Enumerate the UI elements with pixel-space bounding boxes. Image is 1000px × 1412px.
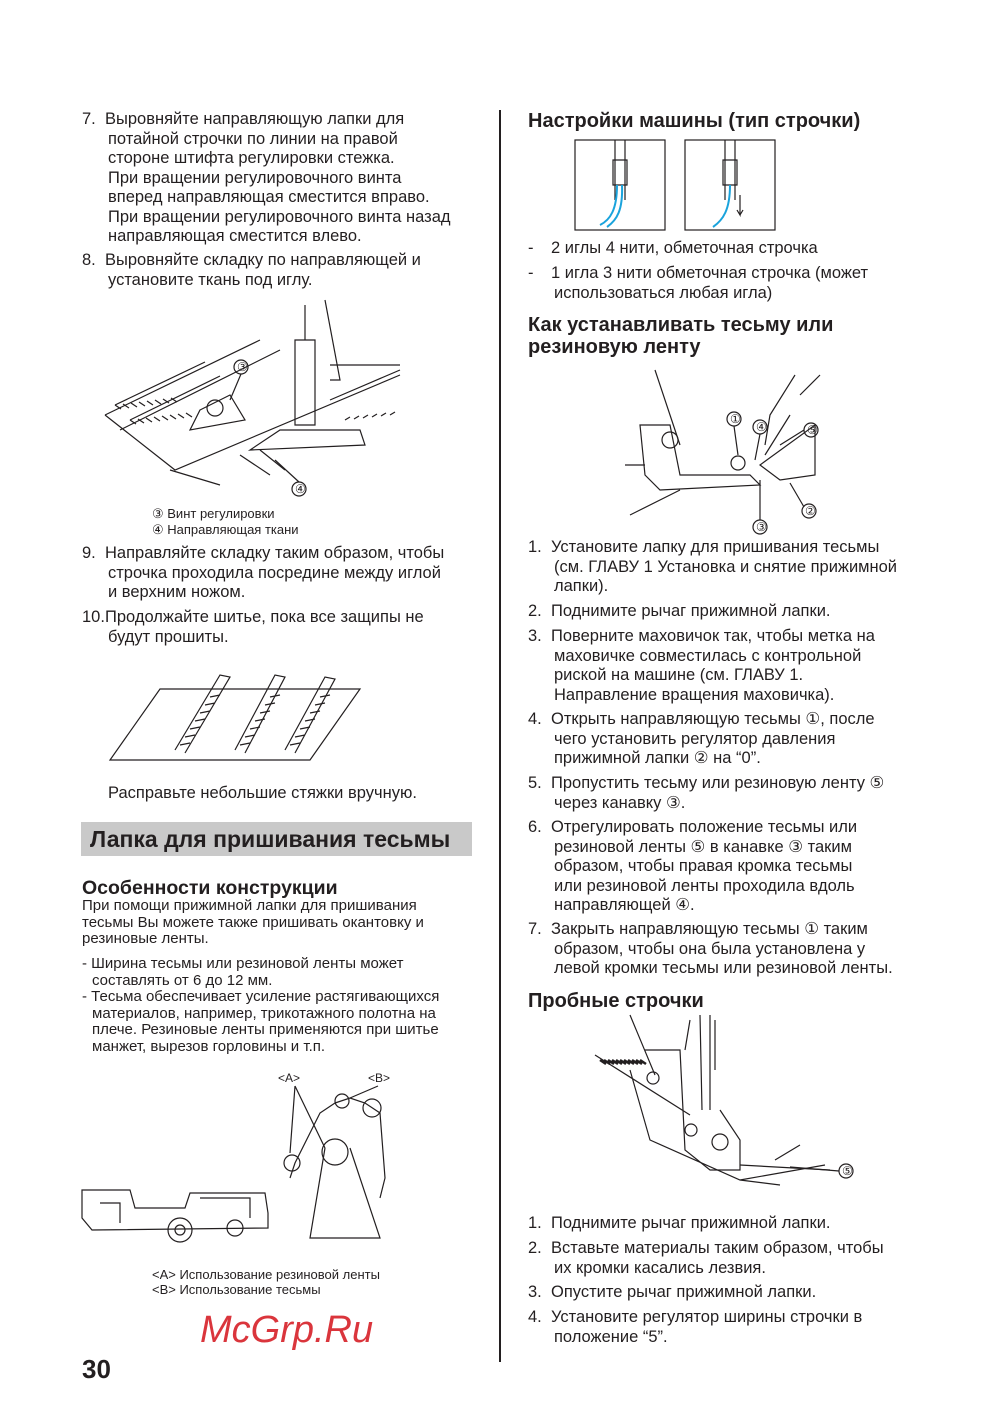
- step-number: 5.: [528, 774, 542, 792]
- caption-b: <B> Использование тесьмы: [152, 1282, 321, 1297]
- page-number: 30: [82, 1354, 111, 1384]
- step-number: 3.: [528, 627, 542, 645]
- step-number: 6.: [528, 818, 542, 836]
- column-divider: [499, 110, 501, 1362]
- step-text: Отрегулировать положение тесьмы или резиновой ленты ⑤ в канавке ③ таким образом, чтобы правая кромка тесьмы или резиновой ленты проходила вдоль направляющей ④.: [551, 818, 858, 914]
- setting-text: 2 иглы 4 нити, обметочная строчка: [551, 239, 818, 257]
- caption-a: <A> Использование резиновой ленты: [152, 1267, 380, 1282]
- bullet-usage: - Тесьма обеспечивает усиление растягивающихся материалов, например, трикотажного полотна на плече. Резиновые ленты применяются при шитье манжет, вырезов горловины и т.п.: [82, 988, 440, 1055]
- step-text: Поверните маховичок так, чтобы метка на маховичке совместилась с контрольной риской на машине (см. ГЛАВУ 1. Направление вращения маховичка).: [551, 627, 875, 704]
- test-step: [528, 1308, 862, 1347]
- label-a: <A>: [278, 1071, 301, 1085]
- features-heading: Особенности конструкции: [82, 877, 338, 899]
- step-text: Выровняйте направляющую лапки для потайной строчки по линии на правой стороне штифта регулировки стежка. При вращении регулировочного винта вперед направляющая сместится вправо. При вращении регулировочного винта назад направляющая сместится влево.: [105, 110, 451, 245]
- label-b: <B>: [368, 1071, 391, 1085]
- watermark: McGrp.Ru: [200, 1309, 374, 1351]
- step-text: Установите лапку для пришивания тесьмы (см. ГЛАВУ 1 Установка и снятие прижимной лапки).: [551, 538, 898, 595]
- step-text: Направляйте складку таким образом, чтобы строчка проходила посредине между иглой и верхним ножом.: [105, 544, 445, 601]
- callout-2: ②: [805, 504, 816, 518]
- step-7-align-guide: [82, 110, 451, 247]
- step-text: Поднимите рычаг прижимной лапки.: [551, 602, 831, 620]
- step-number: 2.: [528, 1239, 542, 1257]
- stitch-type-1needle-icon: [685, 140, 775, 230]
- callout-1: ①: [730, 412, 741, 426]
- bullet-width: - Ширина тесьмы или резиновой ленты может составлять от 6 до 12 мм.: [82, 955, 404, 989]
- install-heading: Как устанавливать тесьму или резиновую ленту: [528, 314, 834, 358]
- step-number: 7.: [528, 920, 542, 938]
- caption-fabric-guide: ④ Направляющая ткани: [152, 522, 299, 537]
- setting-2needle-4thread: [528, 239, 818, 259]
- install-step: [528, 627, 875, 705]
- setting-text: 1 игла 3 нити обметочная строчка (может использоваться любая игла): [551, 264, 869, 302]
- step-text: Опустите рычаг прижимной лапки.: [551, 1283, 817, 1301]
- stitch-type-2needle-icon: [575, 140, 665, 230]
- step-text: Поднимите рычаг прижимной лапки.: [551, 1214, 831, 1232]
- step-8-align-fold: [82, 251, 421, 290]
- step-text: Продолжайте шитье, пока все защипы не будут прошиты.: [105, 608, 424, 646]
- step-number: 8.: [82, 251, 96, 269]
- step-text: Выровняйте складку по направляющей и установите ткань под иглу.: [105, 251, 421, 289]
- step-text: Вставьте материалы таким образом, чтобы их кромки касались лезвия.: [551, 1239, 884, 1277]
- test-step: [528, 1283, 816, 1303]
- callout-4: ④: [756, 420, 767, 434]
- setting-1needle-3thread: [528, 264, 868, 303]
- test-step: [528, 1214, 831, 1234]
- caption-screw: ③ Винт регулировки: [152, 506, 275, 521]
- step-9-guide-fold: [82, 544, 444, 603]
- step-number: 1.: [528, 1214, 542, 1232]
- callout-3: ③: [237, 360, 248, 374]
- install-step: [528, 710, 875, 769]
- step-number: 9.: [82, 544, 96, 562]
- test-heading: Пробные строчки: [528, 990, 704, 1012]
- callout-4: ④: [295, 482, 306, 496]
- step-10-continue: [82, 608, 424, 647]
- install-step: [528, 538, 897, 597]
- install-step: [528, 818, 857, 916]
- section-title: Лапка для пришивания тесьмы: [90, 826, 451, 852]
- blind-hem-foot-illustration: [100, 300, 410, 500]
- callout-5: ⑤: [842, 1164, 853, 1178]
- callout-5: ⑤: [807, 423, 818, 437]
- settings-heading: Настройки машины (тип строчки): [528, 110, 861, 132]
- step-number: 3.: [528, 1283, 542, 1301]
- test-step: [528, 1239, 884, 1278]
- step-text: Закрыть направляющую тесьмы ① таким образом, чтобы она была установлена у левой кромки тесьмы или резиновой ленты.: [551, 920, 893, 977]
- pintuck-note: Расправьте небольшие стяжки вручную.: [108, 784, 417, 802]
- features-text: При помощи прижимной лапки для пришивания тесьмы Вы можете также пришивать окантовку и резиновые ленты.: [82, 897, 424, 947]
- step-text: Пропустить тесьму или резиновую ленту ⑤ через канавку ③.: [551, 774, 885, 812]
- dash: -: [528, 239, 534, 257]
- section-header-bar: [81, 822, 472, 856]
- tape-foot-dress-illustration: [80, 1068, 400, 1258]
- step-text: Установите регулятор ширины строчки в положение “5”.: [551, 1308, 863, 1346]
- step-number: 10.: [82, 608, 105, 626]
- step-number: 4.: [528, 710, 542, 728]
- dash: -: [528, 264, 534, 282]
- callout-3: ③: [756, 520, 767, 534]
- step-number: 2.: [528, 602, 542, 620]
- install-step: [528, 774, 884, 813]
- install-step: [528, 602, 831, 622]
- step-text: Открыть направляющую тесьмы ①, после чего установить регулятор давления прижимной лапки ② на “0”.: [551, 710, 875, 767]
- install-tape-illustration: [620, 365, 840, 540]
- step-number: 7.: [82, 110, 96, 128]
- pintucks-illustration: [110, 665, 360, 765]
- test-stitch-illustration: [590, 1010, 860, 1200]
- step-number: 4.: [528, 1308, 542, 1326]
- install-step: [528, 920, 893, 979]
- step-number: 1.: [528, 538, 542, 556]
